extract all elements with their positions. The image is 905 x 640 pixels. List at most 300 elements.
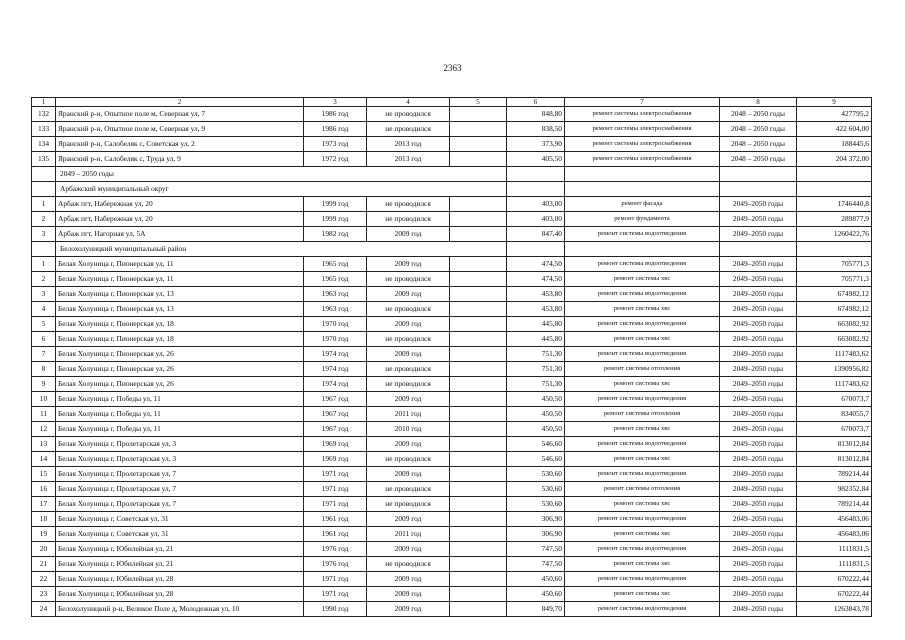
last-repair-cell: не проводился (367, 272, 450, 287)
period-cell: 2049–2050 годы (720, 512, 797, 527)
row-number: 1 (32, 257, 56, 272)
area-cell: 546,60 (507, 437, 565, 452)
work-type-cell: ремонт системы электроснабжения (565, 122, 720, 137)
row-number: 8 (32, 362, 56, 377)
period-cell: 2049–2050 годы (720, 347, 797, 362)
work-type-cell: ремонт системы водоотведения (565, 467, 720, 482)
row-number: 17 (32, 497, 56, 512)
year-built-cell: 1971 год (304, 587, 367, 602)
year-built-cell: 1972 год (304, 152, 367, 167)
table-row (32, 212, 872, 227)
year-built-cell: 1971 год (304, 467, 367, 482)
table-row (32, 377, 872, 392)
area-cell: 373,90 (507, 137, 565, 152)
row-number: 21 (32, 557, 56, 572)
empty-cell (507, 242, 565, 257)
area-cell: 450,60 (507, 572, 565, 587)
address-cell: Арбаж пгт, Набережная ул, 20 (56, 212, 304, 227)
address-cell: Белая Холуница г, Юбилейная ул, 28 (56, 572, 304, 587)
col5-cell (450, 287, 507, 302)
year-built-cell: 1965 год (304, 272, 367, 287)
empty-cell (720, 167, 797, 182)
cost-cell: 670222,44 (797, 587, 872, 602)
year-built-cell: 1967 год (304, 422, 367, 437)
table-row (32, 272, 872, 287)
period-cell: 2049–2050 годы (720, 482, 797, 497)
col5-cell (450, 122, 507, 137)
cost-cell: 705771,3 (797, 272, 872, 287)
row-number: 18 (32, 512, 56, 527)
work-type-cell: ремонт системы отопления (565, 407, 720, 422)
area-cell: 751,30 (507, 377, 565, 392)
table-row (32, 602, 872, 617)
work-type-cell: ремонт системы электроснабжения (565, 137, 720, 152)
page-number: 2363 (443, 63, 462, 73)
last-repair-cell: 2011 год (367, 407, 450, 422)
period-cell: 2049–2050 годы (720, 407, 797, 422)
area-cell: 403,00 (507, 197, 565, 212)
table-row (32, 437, 872, 452)
area-cell: 445,80 (507, 317, 565, 332)
year-built-cell: 1974 год (304, 377, 367, 392)
empty-cell (32, 242, 56, 257)
cost-cell: 789214,44 (797, 467, 872, 482)
row-number: 2 (32, 272, 56, 287)
col5-cell (450, 572, 507, 587)
cost-cell: 834055,7 (797, 407, 872, 422)
work-type-cell: ремонт системы хвс (565, 332, 720, 347)
period-cell: 2049–2050 годы (720, 527, 797, 542)
cost-cell: 1111831,5 (797, 542, 872, 557)
empty-cell (797, 167, 872, 182)
table-row (32, 122, 872, 137)
empty-cell (507, 182, 565, 197)
period-cell: 2048 – 2050 годы (720, 137, 797, 152)
col5-cell (450, 527, 507, 542)
table-row (32, 287, 872, 302)
period-cell: 2049–2050 годы (720, 302, 797, 317)
area-cell: 474,50 (507, 257, 565, 272)
row-number: 15 (32, 467, 56, 482)
row-number: 2 (32, 212, 56, 227)
cost-cell: 670073,7 (797, 392, 872, 407)
cost-cell: 1390956,82 (797, 362, 872, 377)
area-cell: 847,40 (507, 227, 565, 242)
cost-cell: 456483,06 (797, 527, 872, 542)
year-built-cell: 1973 год (304, 137, 367, 152)
period-cell: 2049–2050 годы (720, 587, 797, 602)
work-type-cell: ремонт системы хвс (565, 302, 720, 317)
last-repair-cell: 2009 год (367, 227, 450, 242)
work-type-cell: ремонт системы водоотведения (565, 257, 720, 272)
address-cell: Белая Холуница г, Пионерская ул, 26 (56, 362, 304, 377)
table-row (32, 422, 872, 437)
row-number: 24 (32, 602, 56, 617)
period-cell: 2049–2050 годы (720, 542, 797, 557)
address-cell: Белая Холуница г, Советская ул, 31 (56, 527, 304, 542)
section-row (32, 182, 872, 197)
area-cell: 747,50 (507, 557, 565, 572)
area-cell: 405,50 (507, 152, 565, 167)
col5-cell (450, 377, 507, 392)
col5-cell (450, 197, 507, 212)
col5-cell (450, 227, 507, 242)
address-cell: Белая Холуница г, Юбилейная ул, 21 (56, 542, 304, 557)
empty-cell (565, 182, 720, 197)
empty-cell (507, 167, 565, 182)
address-cell: Белая Холуница г, Юбилейная ул, 21 (56, 557, 304, 572)
row-number: 9 (32, 377, 56, 392)
empty-cell (797, 182, 872, 197)
cost-cell: 1117483,62 (797, 347, 872, 362)
table-row (32, 347, 872, 362)
last-repair-cell: не проводился (367, 107, 450, 122)
area-cell: 848,80 (507, 107, 565, 122)
col5-cell (450, 497, 507, 512)
address-cell: Белая Холуница г, Пионерская ул, 18 (56, 317, 304, 332)
address-cell: Белая Холуница г, Пионерская ул, 11 (56, 257, 304, 272)
col5-cell (450, 452, 507, 467)
repair-schedule-table (31, 97, 872, 617)
table-row (32, 572, 872, 587)
area-cell: 849,70 (507, 602, 565, 617)
last-repair-cell: не проводился (367, 197, 450, 212)
column-header: 6 (507, 98, 565, 107)
address-cell: Белая Холуница г, Победы ул, 11 (56, 422, 304, 437)
row-number: 19 (32, 527, 56, 542)
year-built-cell: 1971 год (304, 482, 367, 497)
period-cell: 2048 – 2050 годы (720, 107, 797, 122)
period-cell: 2049–2050 годы (720, 332, 797, 347)
col5-cell (450, 317, 507, 332)
table-row (32, 302, 872, 317)
last-repair-cell: не проводился (367, 497, 450, 512)
cost-cell: 204 372,00 (797, 152, 872, 167)
address-cell: Яранский р-н, Опытное поле м, Северная ул, 7 (56, 107, 304, 122)
last-repair-cell: не проводился (367, 332, 450, 347)
cost-cell: 813012,84 (797, 452, 872, 467)
table-body (32, 98, 872, 617)
work-type-cell: ремонт системы хвс (565, 527, 720, 542)
address-cell: Арбаж пгт, Набережная ул, 20 (56, 197, 304, 212)
cost-cell: 1117483,62 (797, 377, 872, 392)
row-number: 7 (32, 347, 56, 362)
column-header: 7 (565, 98, 720, 107)
work-type-cell: ремонт фасада (565, 197, 720, 212)
row-number: 14 (32, 452, 56, 467)
col5-cell (450, 107, 507, 122)
address-cell: Белая Холуница г, Пионерская ул, 13 (56, 287, 304, 302)
period-cell: 2049–2050 годы (720, 227, 797, 242)
cost-cell: 1746440,8 (797, 197, 872, 212)
empty-cell (32, 182, 56, 197)
table-row (32, 332, 872, 347)
last-repair-cell: 2009 год (367, 587, 450, 602)
table-row (32, 482, 872, 497)
row-number: 134 (32, 137, 56, 152)
area-cell: 450,50 (507, 392, 565, 407)
column-header: 3 (304, 98, 367, 107)
period-cell: 2049–2050 годы (720, 272, 797, 287)
work-type-cell: ремонт системы водоотведения (565, 542, 720, 557)
cost-cell: 663082,92 (797, 317, 872, 332)
year-built-cell: 1965 год (304, 257, 367, 272)
year-built-cell: 1982 год (304, 227, 367, 242)
row-number: 13 (32, 437, 56, 452)
col5-cell (450, 407, 507, 422)
row-number: 3 (32, 287, 56, 302)
address-cell: Арбаж пгт, Нагорная ул, 5А (56, 227, 304, 242)
cost-cell: 789214,44 (797, 497, 872, 512)
col5-cell (450, 392, 507, 407)
last-repair-cell: не проводился (367, 377, 450, 392)
row-number: 132 (32, 107, 56, 122)
period-cell: 2049–2050 годы (720, 422, 797, 437)
cost-cell: 422 604,00 (797, 122, 872, 137)
table-row (32, 317, 872, 332)
work-type-cell: ремонт системы водоотведения (565, 437, 720, 452)
last-repair-cell: 2009 год (367, 317, 450, 332)
work-type-cell: ремонт системы хвс (565, 452, 720, 467)
year-built-cell: 1976 год (304, 542, 367, 557)
area-cell: 445,80 (507, 332, 565, 347)
section-label: Белохолуницкий муниципальный район (56, 242, 507, 257)
last-repair-cell: 2009 год (367, 467, 450, 482)
row-number: 20 (32, 542, 56, 557)
col5-cell (450, 212, 507, 227)
address-cell: Белая Холуница г, Юбилейная ул, 28 (56, 587, 304, 602)
last-repair-cell: не проводился (367, 557, 450, 572)
last-repair-cell: не проводился (367, 362, 450, 377)
year-built-cell: 1970 год (304, 317, 367, 332)
row-number: 5 (32, 317, 56, 332)
table-row (32, 452, 872, 467)
col5-cell (450, 512, 507, 527)
work-type-cell: ремонт системы водоотведения (565, 572, 720, 587)
last-repair-cell: 2009 год (367, 542, 450, 557)
work-type-cell: ремонт системы хвс (565, 272, 720, 287)
section-label: 2049 – 2050 годы (56, 167, 507, 182)
column-header: 5 (450, 98, 507, 107)
row-number: 133 (32, 122, 56, 137)
area-cell: 403,00 (507, 212, 565, 227)
column-header: 9 (797, 98, 872, 107)
table-row (32, 392, 872, 407)
cost-cell: 663082,92 (797, 332, 872, 347)
empty-cell (565, 242, 720, 257)
table-row (32, 512, 872, 527)
address-cell: Белая Холуница г, Пионерская ул, 26 (56, 377, 304, 392)
section-row (32, 167, 872, 182)
address-cell: Белая Холуница г, Пролетарская ул, 7 (56, 497, 304, 512)
last-repair-cell: 2009 год (367, 392, 450, 407)
table-row (32, 557, 872, 572)
last-repair-cell: не проводился (367, 302, 450, 317)
year-built-cell: 1986 год (304, 107, 367, 122)
area-cell: 450,50 (507, 407, 565, 422)
col5-cell (450, 557, 507, 572)
cost-cell: 674982,12 (797, 302, 872, 317)
column-header: 2 (56, 98, 304, 107)
col5-cell (450, 152, 507, 167)
address-cell: Белохолуницкий р-н, Великое Поле д, Молодежная ул, 10 (56, 602, 304, 617)
col5-cell (450, 422, 507, 437)
table-row (32, 407, 872, 422)
table-row (32, 542, 872, 557)
address-cell: Белая Холуница г, Победы ул, 11 (56, 407, 304, 422)
year-built-cell: 1974 год (304, 347, 367, 362)
area-cell: 546,60 (507, 452, 565, 467)
col5-cell (450, 347, 507, 362)
work-type-cell: ремонт системы водоотведения (565, 317, 720, 332)
table-row (32, 197, 872, 212)
work-type-cell: ремонт фундамента (565, 212, 720, 227)
row-number: 11 (32, 407, 56, 422)
period-cell: 2049–2050 годы (720, 287, 797, 302)
table-row (32, 137, 872, 152)
period-cell: 2049–2050 годы (720, 437, 797, 452)
last-repair-cell: 2009 год (367, 512, 450, 527)
period-cell: 2049–2050 годы (720, 572, 797, 587)
year-built-cell: 1971 год (304, 572, 367, 587)
period-cell: 2048 – 2050 годы (720, 122, 797, 137)
col5-cell (450, 272, 507, 287)
address-cell: Белая Холуница г, Пролетарская ул, 3 (56, 452, 304, 467)
cost-cell: 188445,6 (797, 137, 872, 152)
area-cell: 474,50 (507, 272, 565, 287)
address-cell: Белая Холуница г, Пионерская ул, 13 (56, 302, 304, 317)
work-type-cell: ремонт системы водоотведения (565, 227, 720, 242)
work-type-cell: ремонт системы хвс (565, 497, 720, 512)
year-built-cell: 1963 год (304, 287, 367, 302)
area-cell: 306,90 (507, 512, 565, 527)
year-built-cell: 1967 год (304, 407, 367, 422)
year-built-cell: 1967 год (304, 392, 367, 407)
address-cell: Белая Холуница г, Пионерская ул, 26 (56, 347, 304, 362)
col5-cell (450, 437, 507, 452)
column-header: 1 (32, 98, 56, 107)
period-cell: 2049–2050 годы (720, 197, 797, 212)
col5-cell (450, 482, 507, 497)
area-cell: 530,60 (507, 497, 565, 512)
year-built-cell: 1969 год (304, 437, 367, 452)
work-type-cell: ремонт системы водоотведения (565, 512, 720, 527)
last-repair-cell: не проводился (367, 122, 450, 137)
period-cell: 2049–2050 годы (720, 557, 797, 572)
work-type-cell: ремонт системы хвс (565, 557, 720, 572)
table-row (32, 497, 872, 512)
cost-cell: 427795,2 (797, 107, 872, 122)
period-cell: 2049–2050 годы (720, 317, 797, 332)
work-type-cell: ремонт системы водоотведения (565, 392, 720, 407)
address-cell: Белая Холуница г, Пролетарская ул, 3 (56, 437, 304, 452)
empty-cell (720, 242, 797, 257)
col5-cell (450, 362, 507, 377)
work-type-cell: ремонт системы отопления (565, 482, 720, 497)
empty-cell (32, 167, 56, 182)
cost-cell: 1263843,78 (797, 602, 872, 617)
address-cell: Белая Холуница г, Советская ул, 31 (56, 512, 304, 527)
table-row (32, 467, 872, 482)
work-type-cell: ремонт системы отопления (565, 362, 720, 377)
table-row (32, 362, 872, 377)
section-row (32, 242, 872, 257)
cost-cell: 670222,44 (797, 572, 872, 587)
area-cell: 450,50 (507, 422, 565, 437)
work-type-cell: ремонт системы водоотведения (565, 602, 720, 617)
address-cell: Белая Холуница г, Пионерская ул, 11 (56, 272, 304, 287)
table-row (32, 257, 872, 272)
area-cell: 530,60 (507, 482, 565, 497)
col5-cell (450, 302, 507, 317)
work-type-cell: ремонт системы водоотведения (565, 287, 720, 302)
year-built-cell: 1970 год (304, 332, 367, 347)
area-cell: 450,60 (507, 587, 565, 602)
period-cell: 2049–2050 годы (720, 497, 797, 512)
year-built-cell: 1990 год (304, 602, 367, 617)
period-cell: 2048 – 2050 годы (720, 152, 797, 167)
area-cell: 453,80 (507, 302, 565, 317)
address-cell: Яранский р-н, Салобеляк с, Труда ул, 9 (56, 152, 304, 167)
last-repair-cell: 2011 год (367, 527, 450, 542)
column-header: 8 (720, 98, 797, 107)
row-number: 135 (32, 152, 56, 167)
last-repair-cell: 2009 год (367, 257, 450, 272)
table-row (32, 152, 872, 167)
last-repair-cell: 2009 год (367, 602, 450, 617)
row-number: 6 (32, 332, 56, 347)
last-repair-cell: 2009 год (367, 347, 450, 362)
period-cell: 2049–2050 годы (720, 362, 797, 377)
area-cell: 747,50 (507, 542, 565, 557)
year-built-cell: 1969 год (304, 452, 367, 467)
work-type-cell: ремонт системы хвс (565, 377, 720, 392)
last-repair-cell: не проводился (367, 482, 450, 497)
row-number: 4 (32, 302, 56, 317)
period-cell: 2049–2050 годы (720, 212, 797, 227)
table-row (32, 587, 872, 602)
year-built-cell: 1963 год (304, 302, 367, 317)
area-cell: 751,30 (507, 347, 565, 362)
row-number: 16 (32, 482, 56, 497)
row-number: 3 (32, 227, 56, 242)
last-repair-cell: не проводился (367, 452, 450, 467)
year-built-cell: 1976 год (304, 557, 367, 572)
empty-cell (720, 182, 797, 197)
area-cell: 751,30 (507, 362, 565, 377)
work-type-cell: ремонт системы электроснабжения (565, 152, 720, 167)
empty-cell (797, 242, 872, 257)
col5-cell (450, 467, 507, 482)
table-row (32, 227, 872, 242)
row-number: 23 (32, 587, 56, 602)
address-cell: Белая Холуница г, Победы ул, 11 (56, 392, 304, 407)
col5-cell (450, 542, 507, 557)
last-repair-cell: 2009 год (367, 287, 450, 302)
col5-cell (450, 587, 507, 602)
cost-cell: 670073,7 (797, 422, 872, 437)
period-cell: 2049–2050 годы (720, 467, 797, 482)
last-repair-cell: не проводился (367, 212, 450, 227)
work-type-cell: ремонт системы хвс (565, 587, 720, 602)
address-cell: Белая Холуница г, Пролетарская ул, 7 (56, 467, 304, 482)
area-cell: 306,90 (507, 527, 565, 542)
last-repair-cell: 2013 год (367, 137, 450, 152)
address-cell: Яранский р-н, Салобеляк с, Советская ул, 2 (56, 137, 304, 152)
cost-cell: 813012,84 (797, 437, 872, 452)
cost-cell: 674982,12 (797, 287, 872, 302)
last-repair-cell: 2009 год (367, 437, 450, 452)
